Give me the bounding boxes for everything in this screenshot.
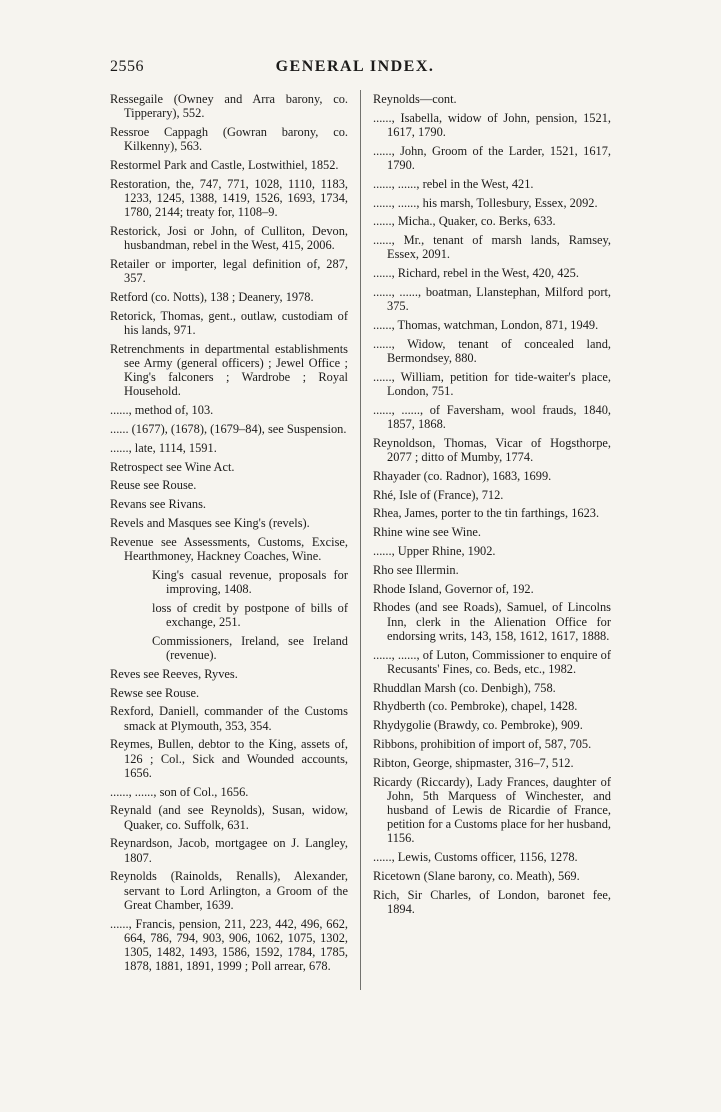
index-entry: Rhuddlan Marsh (co. Denbigh), 758. [373, 680, 556, 695]
page-header [110, 58, 600, 82]
index-entry: ......, ......, his marsh, Tollesbury, Essex, 2092. [373, 195, 598, 210]
index-entry: ......, Micha., Quaker, co. Berks, 633. [373, 214, 556, 229]
index-entry: ......, John, Groom of the Larder, 1521, 1617, 1790. [373, 143, 611, 172]
index-entry: ......, Francis, pension, 211, 223, 442, 496, 662, 664, 786, 794, 903, 906, 1062, 1075, 1302, 1305, 1482, 1493, 1586, 1592, 1784, 1785, 1878, 1881, 1891, 1999 ; Poll arrear, 678. [110, 916, 348, 974]
index-entry: Rhine wine see Wine. [373, 525, 482, 540]
index-entry: Rexford, Daniell, commander of the Customs smack at Plymouth, 353, 354. [110, 704, 348, 733]
index-entry: Rhayader (co. Radnor), 1683, 1699. [373, 468, 552, 483]
index-entry: ......, William, petition for tide-waiter's place, London, 751. [373, 369, 611, 398]
index-entry: Rhode Island, Governor of, 192. [373, 581, 534, 596]
right-column [373, 92, 611, 921]
index-entry: Retrospect see Wine Act. [110, 459, 235, 474]
page-number: 2556 [110, 58, 144, 75]
index-entry: Reuse see Rouse. [110, 478, 197, 493]
index-entry: Revels and Masques see King's (revels). [110, 515, 310, 530]
index-entry: Rich, Sir Charles, of London, baronet fee, 1894. [373, 887, 611, 916]
index-entry: Reynardson, Jacob, mortgagee on J. Langley, 1807. [110, 836, 348, 865]
index-entry: Retailer or importer, legal definition of, 287, 357. [110, 257, 348, 286]
index-entry: Ressegaile (Owney and Arra barony, co. Tipperary), 552. [110, 92, 348, 121]
index-entry: Retorick, Thomas, gent., outlaw, custodiam of his lands, 971. [110, 308, 348, 337]
index-entry: Reves see Reeves, Ryves. [110, 666, 238, 681]
index-entry: Rhé, Isle of (France), 712. [373, 487, 504, 502]
index-entry: Reynolds—cont. [373, 92, 457, 106]
index-entry: Reymes, Bullen, debtor to the King, assets of, 126 ; Col., Sick and Wounded accounts, 1656. [110, 737, 348, 780]
index-entry: Restoration, the, 747, 771, 1028, 1110, 1183, 1233, 1245, 1388, 1419, 1526, 1693, 1734, 1780, 2144; treaty for, 1108–9. [110, 176, 348, 220]
index-entry: ...... (1677), (1678), (1679–84), see Suspension. [110, 422, 347, 436]
index-entry: Ressroe Cappagh (Gowran barony, co. Kilkenny), 563. [110, 125, 348, 154]
index-entry: ......, Isabella, widow of John, pension, 1521, 1617, 1790. [373, 110, 611, 139]
index-entry: ......, ......, boatman, Llanstephan, Milford port, 375. [373, 284, 611, 314]
left-column [110, 92, 348, 978]
index-entry: Commissioners, Ireland, see Ireland (revenue). [152, 633, 348, 662]
column-divider [360, 90, 361, 990]
index-entry: King's casual revenue, proposals for improving, 1408. [152, 567, 348, 596]
index-entry: Restorick, Josi or John, of Culliton, Devon, husbandman, rebel in the West, 415, 2006. [110, 224, 348, 253]
page-title: GENERAL INDEX. [275, 58, 435, 75]
index-entry: ......, method of, 103. [110, 403, 214, 418]
index-entry: Rhydygolie (Brawdy, co. Pembroke), 909. [373, 718, 583, 733]
index-entry: Rewse see Rouse. [110, 685, 200, 700]
index-entry: Retford (co. Notts), 138 ; Deanery, 1978. [110, 290, 314, 304]
index-entry: Revenue see Assessments, Customs, Excise, Hearthmoney, Hackney Coaches, Wine. [110, 534, 348, 563]
index-entry: Rho see Illermin. [373, 562, 459, 577]
index-entry: Ricetown (Slane barony, co. Meath), 569. [373, 868, 580, 883]
index-entry: Restormel Park and Castle, Lostwithiel, 1852. [110, 158, 339, 172]
index-entry: Rhydberth (co. Pembroke), chapel, 1428. [373, 699, 578, 714]
index-entry: Ricardy (Riccardy), Lady Frances, daughter of John, 5th Marquess of Winchester, and husband of Lewis de Ricardie of France, petition for a Customs place for her husband, 1156. [373, 774, 611, 846]
index-entry: Reynoldson, Thomas, Vicar of Hogsthorpe, 2077 ; ditto of Mumby, 1774. [373, 435, 611, 464]
index-entry: Reynald (and see Reynolds), Susan, widow, Quaker, co. Suffolk, 631. [110, 803, 348, 832]
index-entry: Revans see Rivans. [110, 497, 207, 512]
index-entry: Ribton, George, shipmaster, 316–7, 512. [373, 755, 574, 770]
index-entry: loss of credit by postpone of bills of exchange, 251. [152, 600, 348, 629]
index-entry: Reynolds (Rainolds, Renalls), Alexander, servant to Lord Arlington, a Groom of the Great Chamber, 1639. [110, 869, 348, 912]
index-entry: ......, ......, rebel in the West, 421. [373, 176, 534, 191]
index-entry: ......, Lewis, Customs officer, 1156, 1278. [373, 850, 578, 865]
index-entry: ......, Widow, tenant of concealed land, Bermondsey, 880. [373, 336, 611, 365]
index-entry: ......, Upper Rhine, 1902. [373, 543, 496, 558]
index-entry: Rhodes (and see Roads), Samuel, of Lincolns Inn, clerk in the Alienation Office for endorsing writs, 143, 158, 1612, 1617, 1888. [373, 600, 611, 643]
index-entry: ......, Richard, rebel in the West, 420, 425. [373, 266, 579, 281]
index-entry: ......, Thomas, watchman, London, 871, 1949. [373, 317, 599, 332]
index-entry: ......, ......, son of Col., 1656. [110, 784, 249, 799]
index-entry: Rhea, James, porter to the tin farthings, 1623. [373, 506, 600, 521]
index-entry: ......, ......, of Faversham, wool frauds, 1840, 1857, 1868. [373, 402, 611, 431]
index-entry: ......, ......, of Luton, Commissioner to enquire of Recusants' Fines, co. Beds, etc., 1982. [373, 647, 611, 676]
index-entry: Ribbons, prohibition of import of, 587, 705. [373, 736, 592, 751]
index-entry: ......, Mr., tenant of marsh lands, Ramsey, Essex, 2091. [373, 233, 611, 262]
index-entry: Retrenchments in departmental establishments see Army (general officers) ; Jewel Office ; King's falconers ; Wardrobe ; Royal Household. [110, 341, 348, 399]
index-entry: ......, late, 1114, 1591. [110, 440, 217, 455]
